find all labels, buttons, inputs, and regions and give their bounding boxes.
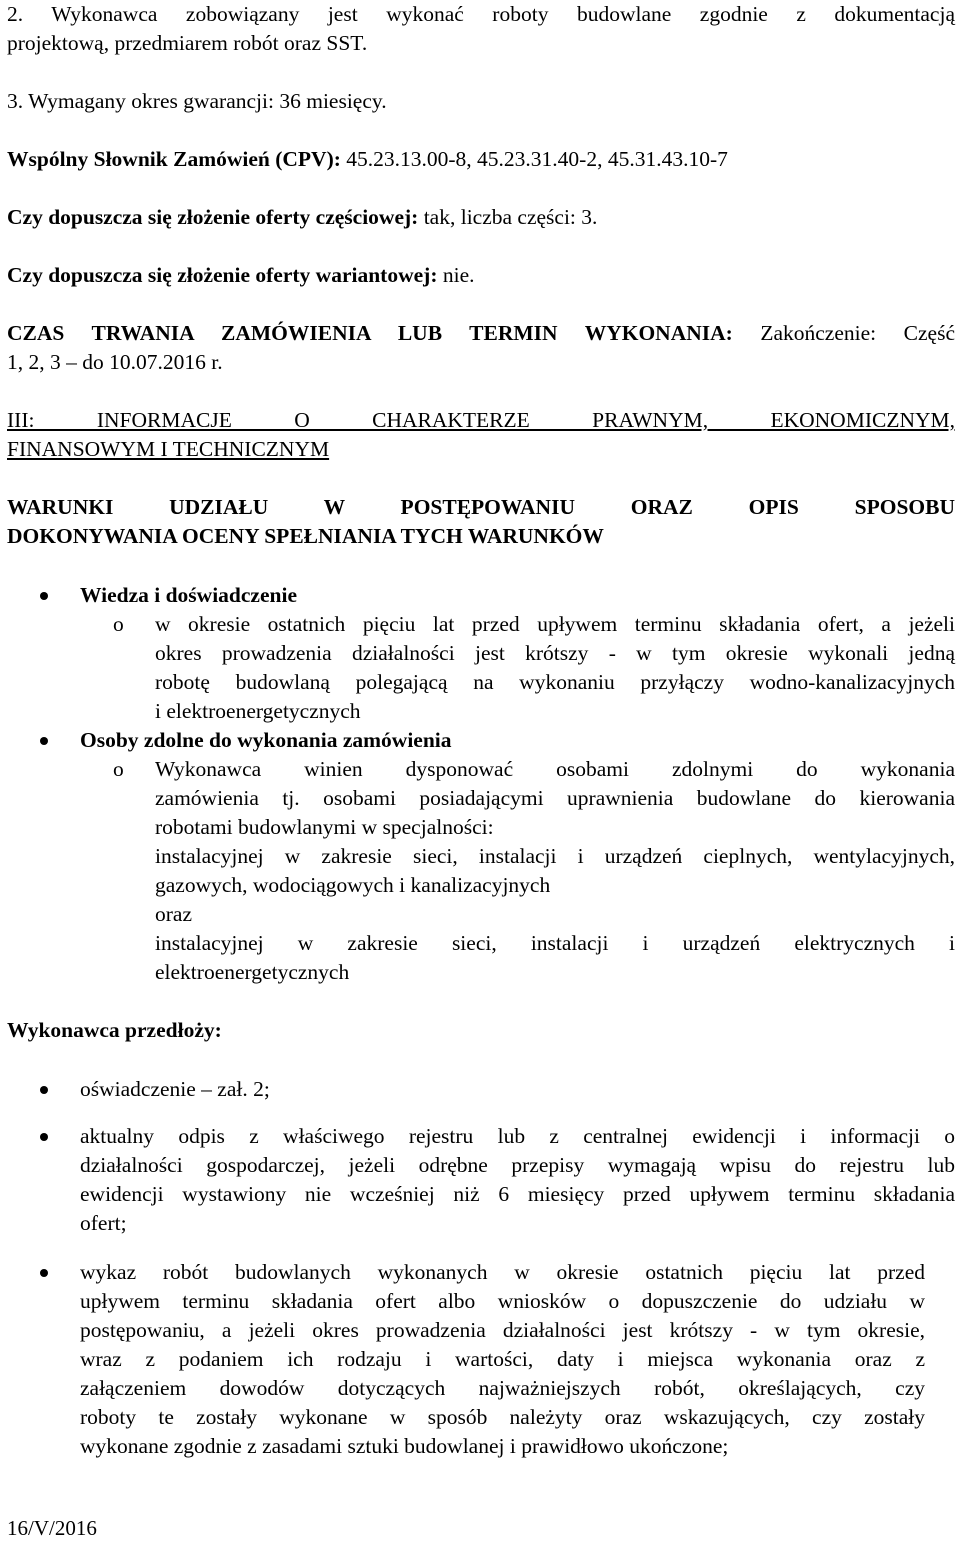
conditions-heading-line-2: DOKONYWANIA OCENY SPEŁNIANIA TYCH WARUNKÓW: [7, 524, 604, 548]
cpv-value: 45.23.13.00-8, 45.23.31.40-2, 45.31.43.10-7: [340, 147, 728, 171]
persons-line-3: robotami budowlanymi w specjalności:: [155, 815, 494, 839]
submits-item-2-line-1: aktualny odpis z właściwego rejestru lub z centralnej ewidencji i informacji o: [80, 1124, 955, 1148]
submits-item-3-line-4: wraz z podaniem ich rodzaju i wartości, daty i miejsca wykonania oraz z: [80, 1347, 925, 1371]
circle-bullet-icon: o: [113, 612, 124, 636]
persons-line-8: elektroenergetycznych: [155, 960, 350, 984]
partial-offer-label: Czy dopuszcza się złożenie oferty częściowej:: [7, 205, 419, 229]
submits-item-2-line-2: działalności gospodarczej, jeżeli odrębne przepisy wymagają wpisu do rejestru lub: [80, 1153, 955, 1177]
duration-line-1: [7, 319, 955, 348]
submits-item-3-line-5: załączeniem dowodów dotyczących najważniejszych robót, określających, czy: [80, 1376, 925, 1400]
bullet-icon: [40, 737, 48, 745]
cpv-label: Wspólny Słownik Zamówień (CPV):: [7, 147, 341, 171]
persons-line-5: gazowych, wodociągowych i kanalizacyjnych: [155, 873, 551, 897]
submits-item-2-line-3: ewidencji wystawiony nie wcześniej niż 6 miesięcy przed upływem terminu składania: [80, 1182, 955, 1206]
persons-title: Osoby zdolne do wykonania zamówienia: [80, 728, 452, 752]
persons-line-7: instalacyjnej w zakresie sieci, instalacji i urządzeń elektrycznych i: [155, 931, 955, 955]
submits-item-2-line-4: ofert;: [80, 1211, 127, 1235]
section-2-line-2: projektową, przedmiarem robót oraz SST.: [7, 31, 368, 55]
persons-line-2: zamówienia tj. osobami posiadającymi uprawnienia budowlane do kierowania: [155, 786, 955, 810]
cpv-line: [7, 145, 728, 174]
duration-line-2: 1, 2, 3 – do 10.07.2016 r.: [7, 350, 223, 374]
submits-item-1: oświadczenie – zał. 2;: [80, 1077, 270, 1101]
submits-item-3-line-2: upływem terminu składania ofert albo wniosków o dopuszczenie do udziału w: [80, 1289, 925, 1313]
circle-bullet-icon: o: [113, 757, 124, 781]
section-3-warranty: 3. Wymagany okres gwarancji: 36 miesięcy.: [7, 89, 387, 113]
partial-offer-line: [7, 203, 597, 232]
bullet-icon: [40, 1269, 48, 1277]
knowledge-line-2: okres prowadzenia działalności jest krótszy - w tym okresie wykonali jedną: [155, 641, 955, 665]
knowledge-line-4: i elektroenergetycznych: [155, 699, 361, 723]
duration-value: Zakończenie: Część: [732, 321, 955, 345]
submits-item-3-line-1: wykaz robót budowlanych wykonanych w okresie ostatnich pięciu lat przed: [80, 1260, 925, 1284]
knowledge-line-3: robotę budowlaną polegającą na wykonaniu przyłączy wodno-kanalizacyjnych: [155, 670, 955, 694]
section-2-line-1: 2. Wykonawca zobowiązany jest wykonać roboty budowlane zgodnie z dokumentacją: [7, 2, 955, 26]
duration-label: CZAS TRWANIA ZAMÓWIENIA LUB TERMIN WYKONANIA:: [7, 321, 733, 345]
bullet-icon: [40, 1133, 48, 1141]
page-footer: 16/V/2016: [7, 1516, 97, 1540]
persons-line-4: instalacyjnej w zakresie sieci, instalacji i urządzeń cieplnych, wentylacyjnych,: [155, 844, 955, 868]
variant-offer-value: nie.: [437, 263, 475, 287]
conditions-heading-line-1: WARUNKI UDZIAŁU W POSTĘPOWANIU ORAZ OPIS SPOSOBU: [7, 495, 955, 519]
bullet-icon: [40, 592, 48, 600]
persons-line-6: oraz: [155, 902, 192, 926]
submits-title: Wykonawca przedłoży:: [7, 1018, 222, 1042]
partial-offer-value: tak, liczba części: 3.: [418, 205, 598, 229]
section-iii-line-1: III: INFORMACJE O CHARAKTERZE PRAWNYM, EKONOMICZNYM,: [7, 408, 955, 432]
variant-offer-line: [7, 261, 475, 290]
section-iii-line-2: FINANSOWYM I TECHNICZNYM: [7, 437, 330, 461]
bullet-icon: [40, 1086, 48, 1094]
knowledge-line-1: w okresie ostatnich pięciu lat przed upływem terminu składania ofert, a jeżeli: [155, 612, 955, 636]
knowledge-title: Wiedza i doświadczenie: [80, 583, 297, 607]
submits-item-3-line-3: postępowaniu, a jeżeli okres prowadzenia działalności jest krótszy - w tym okresie,: [80, 1318, 925, 1342]
submits-item-3-line-6: roboty te zostały wykonane w sposób należyty oraz wskazujących, czy zostały: [80, 1405, 925, 1429]
submits-item-3-line-7: wykonane zgodnie z zasadami sztuki budowlanej i prawidłowo ukończone;: [80, 1434, 729, 1458]
persons-line-1: Wykonawca winien dysponować osobami zdolnymi do wykonania: [155, 757, 955, 781]
variant-offer-label: Czy dopuszcza się złożenie oferty wariantowej:: [7, 263, 438, 287]
